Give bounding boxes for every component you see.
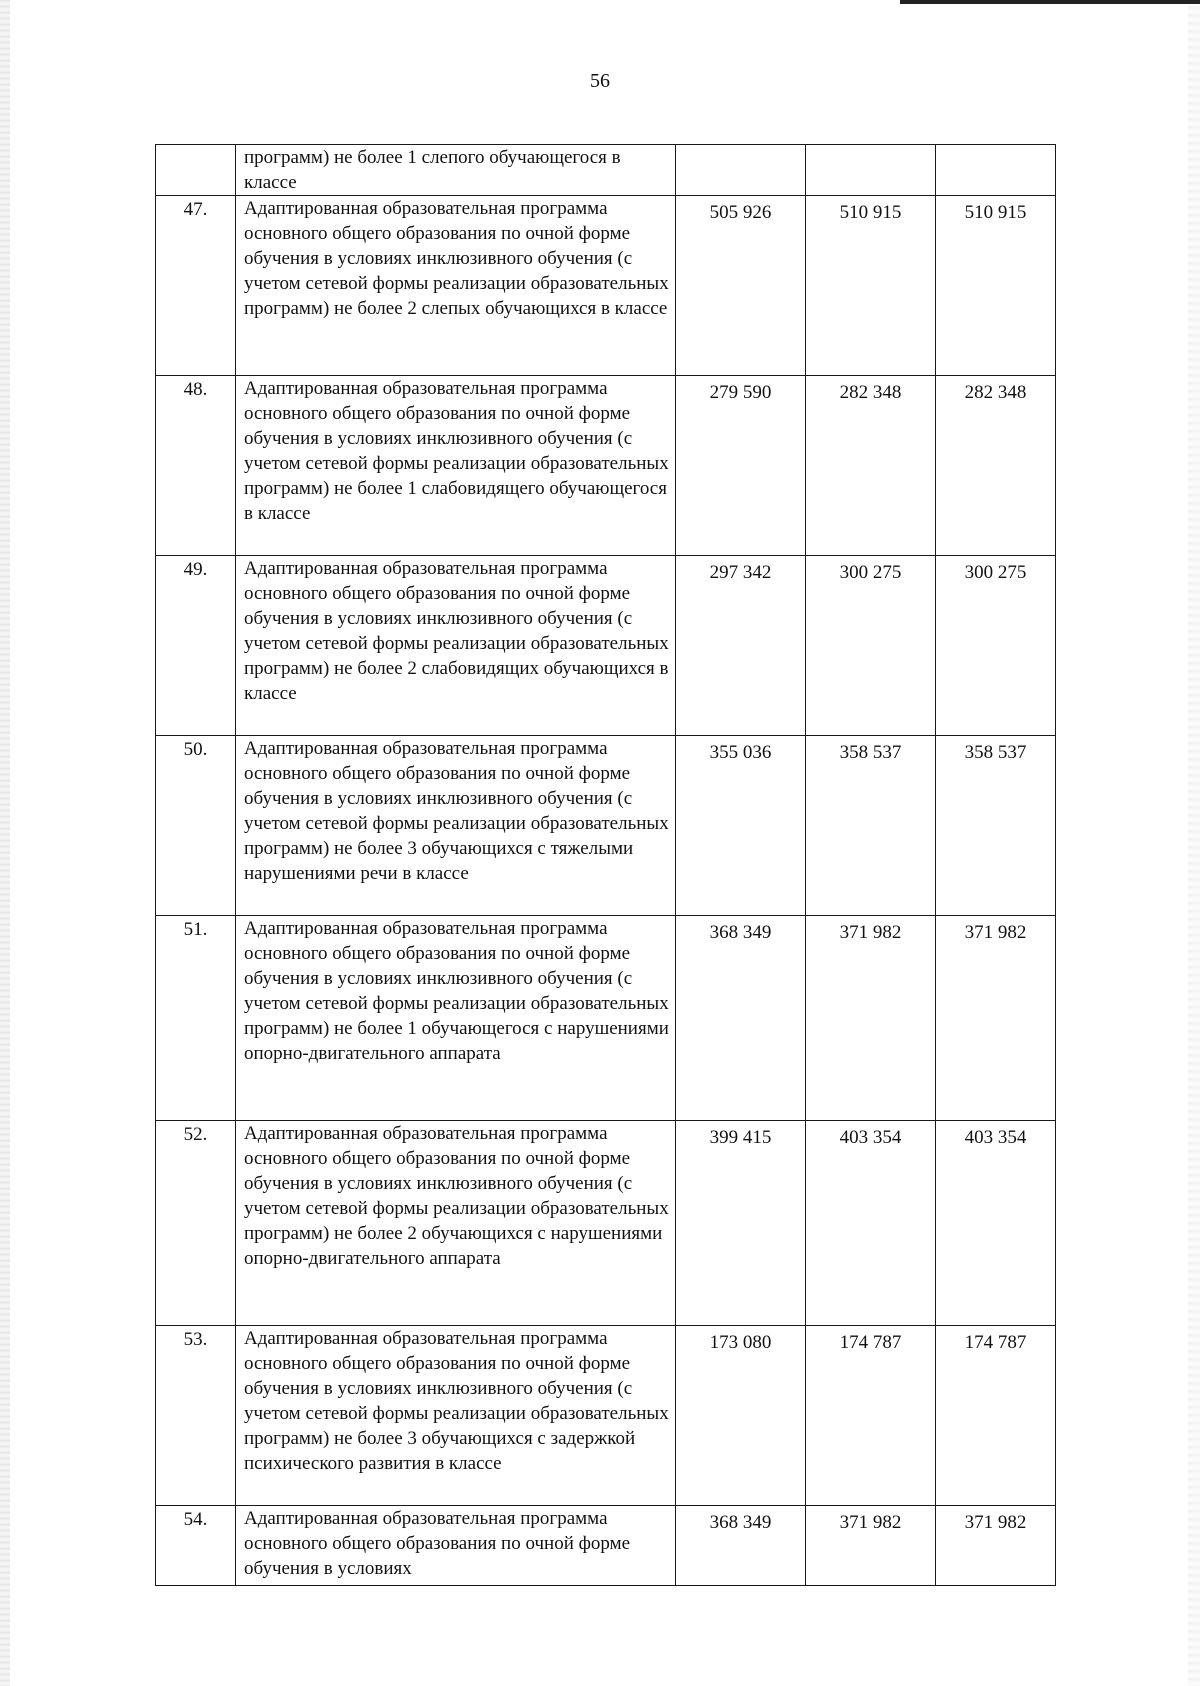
row-value-3: 510 915 — [936, 196, 1056, 376]
row-value-1: 368 349 — [676, 1506, 806, 1586]
row-description: программ) не более 1 слепого обучающегося в классе — [236, 145, 676, 196]
row-description: Адаптированная образовательная программа основного общего образования по очной форме обучения в условиях инклюзивного обучения (с учетом сетевой формы реализации образовательных программ) не более 2 слабовидящих обучающихся в классе — [236, 556, 676, 736]
row-value-3: 371 982 — [936, 916, 1056, 1121]
row-value-1: 368 349 — [676, 916, 806, 1121]
row-value-2: 174 787 — [806, 1326, 936, 1506]
row-value-2: 358 537 — [806, 736, 936, 916]
row-number: 51. — [156, 916, 236, 1121]
tariff-table — [155, 144, 1056, 1586]
row-description: Адаптированная образовательная программа основного общего образования по очной форме обучения в условиях инклюзивного обучения (с учетом сетевой формы реализации образовательных программ) не более 2 обучающихся с нарушениями опорно-двигательного аппарата — [236, 1121, 676, 1326]
row-description: Адаптированная образовательная программа основного общего образования по очной форме обучения в условиях инклюзивного обучения (с учетом сетевой формы реализации образовательных программ) не более 1 слабовидящего обучающегося в классе — [236, 376, 676, 556]
scan-line-top — [900, 0, 1200, 4]
table-row — [156, 1326, 1056, 1506]
row-number: 52. — [156, 1121, 236, 1326]
row-value-2 — [806, 145, 936, 196]
row-value-1: 173 080 — [676, 1326, 806, 1506]
scan-edge-right — [1188, 0, 1200, 1686]
row-number — [156, 145, 236, 196]
table-row — [156, 556, 1056, 736]
row-description: Адаптированная образовательная программа основного общего образования по очной форме обучения в условиях инклюзивного обучения (с учетом сетевой формы реализации образовательных программ) не более 2 слепых обучающихся в классе — [236, 196, 676, 376]
table-row — [156, 916, 1056, 1121]
row-value-3 — [936, 145, 1056, 196]
row-number: 48. — [156, 376, 236, 556]
row-value-2: 510 915 — [806, 196, 936, 376]
row-value-1: 355 036 — [676, 736, 806, 916]
row-value-2: 282 348 — [806, 376, 936, 556]
row-value-1: 297 342 — [676, 556, 806, 736]
table-row — [156, 1121, 1056, 1326]
row-description: Адаптированная образовательная программа основного общего образования по очной форме обучения в условиях инклюзивного обучения (с учетом сетевой формы реализации образовательных программ) не более 3 обучающихся с задержкой психического развития в классе — [236, 1326, 676, 1506]
row-number: 50. — [156, 736, 236, 916]
row-value-1 — [676, 145, 806, 196]
row-value-2: 371 982 — [806, 1506, 936, 1586]
row-value-2: 300 275 — [806, 556, 936, 736]
row-value-3: 174 787 — [936, 1326, 1056, 1506]
page-number: 56 — [590, 70, 610, 92]
table-row — [156, 736, 1056, 916]
row-number: 47. — [156, 196, 236, 376]
row-number: 53. — [156, 1326, 236, 1506]
row-value-2: 403 354 — [806, 1121, 936, 1326]
row-value-3: 403 354 — [936, 1121, 1056, 1326]
row-value-3: 358 537 — [936, 736, 1056, 916]
table-row — [156, 1506, 1056, 1586]
table-row — [156, 196, 1056, 376]
table-row — [156, 145, 1056, 196]
row-value-3: 371 982 — [936, 1506, 1056, 1586]
row-description: Адаптированная образовательная программа основного общего образования по очной форме обучения в условиях инклюзивного обучения (с учетом сетевой формы реализации образовательных программ) не более 3 обучающихся с тяжелыми нарушениями речи в классе — [236, 736, 676, 916]
row-number: 54. — [156, 1506, 236, 1586]
row-value-1: 279 590 — [676, 376, 806, 556]
scan-edge-left — [0, 0, 10, 1686]
row-value-3: 282 348 — [936, 376, 1056, 556]
row-description: Адаптированная образовательная программа основного общего образования по очной форме обучения в условиях инклюзивного обучения (с учетом сетевой формы реализации образовательных программ) не более 1 обучающегося с нарушениями опорно-двигательного аппарата — [236, 916, 676, 1121]
row-description: Адаптированная образовательная программа основного общего образования по очной форме обучения в условиях — [236, 1506, 676, 1586]
row-value-1: 505 926 — [676, 196, 806, 376]
row-value-3: 300 275 — [936, 556, 1056, 736]
row-value-1: 399 415 — [676, 1121, 806, 1326]
table-row — [156, 376, 1056, 556]
row-value-2: 371 982 — [806, 916, 936, 1121]
row-number: 49. — [156, 556, 236, 736]
